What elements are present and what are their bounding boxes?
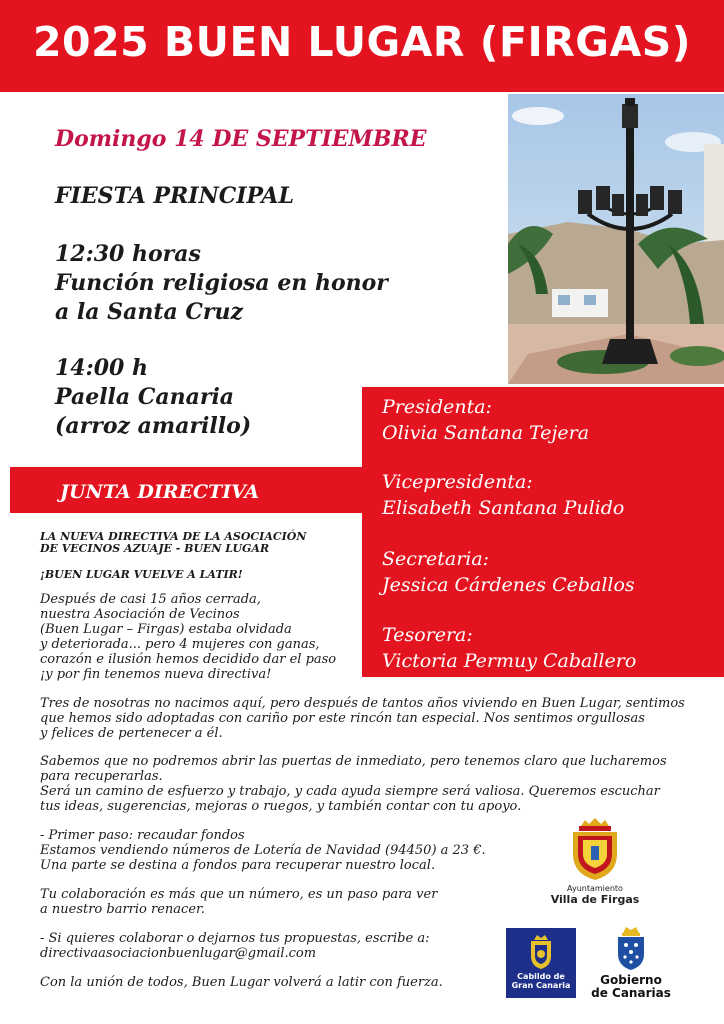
junta-heading: JUNTA DIRECTIVA — [60, 481, 260, 503]
role-title-vicepresidenta: Vicepresidenta: — [382, 471, 533, 493]
article-heading-line2: DE VECINOS AZUAJE - BUEN LUGAR — [40, 542, 270, 555]
title-banner — [0, 0, 724, 92]
gobierno-logo-line2: de Canarias — [591, 986, 671, 1000]
paragraph6-line: - Si quieres colaborar o dejarnos tus propuestas, escribe a: — [40, 931, 430, 946]
paragraph2-line: que hemos sido adoptadas con cariño por este rincón tan especial. Nos sentimos orgullosas — [40, 711, 645, 726]
gobierno-crest-icon — [614, 926, 648, 970]
role-name-presidenta: Olivia Santana Tejera — [382, 422, 590, 444]
paragraph3-line: Será un camino de esfuerzo y trabajo, y cada ayuda siempre será valiosa. Queremos escuchar — [40, 784, 660, 799]
event1-time: 12:30 horas — [55, 241, 201, 267]
paragraph1-line: ¡y por fin tenemos nueva directiva! — [40, 667, 272, 682]
paragraph3-line: para recuperarlas. — [40, 769, 163, 784]
role-title-secretaria: Secretaria: — [382, 548, 490, 570]
event2-time: 14:00 h — [55, 355, 149, 381]
closing-line: Con la unión de todos, Buen Lugar volverá a latir con fuerza. — [40, 975, 443, 990]
paragraph1-line: corazón e ilusión hemos decidido dar el paso — [40, 652, 337, 667]
paragraph1-line: nuestra Asociación de Vecinos — [40, 607, 240, 622]
event-date: Domingo 14 DE SEPTIEMBRE — [55, 126, 427, 152]
paragraph2-line: y felices de pertenecer a él. — [40, 726, 223, 741]
gobierno-logo-line1: Gobierno — [600, 973, 662, 987]
event2-description-line2: (arroz amarillo) — [55, 413, 252, 439]
cabildo-logo-line1: Cabildo de — [517, 972, 565, 981]
paragraph5-line: a nuestro barrio renacer. — [40, 902, 205, 917]
cabildo-crest-icon — [526, 934, 556, 970]
firgas-logo — [550, 818, 640, 906]
event2-description-line1: Paella Canaria — [55, 384, 235, 410]
paragraph1-line: Después de casi 15 años cerrada, — [40, 592, 261, 607]
firgas-logo-line2: Villa de Firgas — [550, 893, 640, 906]
firgas-logo-line1: Ayuntamiento — [567, 884, 623, 893]
article-slogan: ¡BUEN LUGAR VUELVE A LATIR! — [40, 568, 243, 581]
paragraph4-line: Estamos vendiendo números de Lotería de Navidad (94450) a 23 €. — [40, 843, 486, 858]
lamp-photo-illustration — [508, 94, 724, 384]
paragraph1-line: y deteriorada... pero 4 mujeres con ganas, — [40, 637, 320, 652]
paragraph3-line: tus ideas, sugerencias, mejoras o ruegos, y también contar con tu apoyo. — [40, 799, 522, 814]
role-name-tesorera: Victoria Permuy Caballero — [382, 650, 637, 672]
role-name-secretaria: Jessica Cárdenes Ceballos — [382, 574, 635, 596]
article-heading-line1: LA NUEVA DIRECTIVA DE LA ASOCIACIÓN — [40, 530, 307, 543]
plaza-lamp-photo — [508, 94, 724, 384]
paragraph4-line: Una parte se destina a fondos para recuperar nuestro local. — [40, 858, 436, 873]
cabildo-logo-line2: Gran Canaria — [511, 981, 571, 990]
paragraph1-line: (Buen Lugar – Firgas) estaba olvidada — [40, 622, 292, 637]
role-name-vicepresidenta: Elisabeth Santana Pulido — [382, 497, 625, 519]
event1-description-line1: Función religiosa en honor — [55, 270, 388, 296]
role-title-tesorera: Tesorera: — [382, 624, 473, 646]
firgas-shield-icon — [567, 818, 623, 880]
paragraph3-line: Sabemos que no podremos abrir las puertas de inmediato, pero tenemos claro que lucharemos — [40, 754, 667, 769]
gobierno-canarias-logo — [590, 926, 672, 1000]
event1-description-line2: a la Santa Cruz — [55, 299, 243, 325]
cabildo-logo — [506, 928, 576, 998]
fiesta-heading: FIESTA PRINCIPAL — [55, 183, 294, 209]
role-title-presidenta: Presidenta: — [382, 396, 492, 418]
paragraph2-line: Tres de nosotras no nacimos aquí, pero después de tantos años viviendo en Buen Lugar, sentimos — [40, 696, 685, 711]
paragraph5-line: Tu colaboración es más que un número, es un paso para ver — [40, 887, 438, 902]
contact-email[interactable]: directivaasociacionbuenlugar@gmail.com — [40, 946, 317, 961]
page-title: 2025 BUEN LUGAR (FIRGAS) — [33, 18, 691, 66]
paragraph4-line: - Primer paso: recaudar fondos — [40, 828, 245, 843]
